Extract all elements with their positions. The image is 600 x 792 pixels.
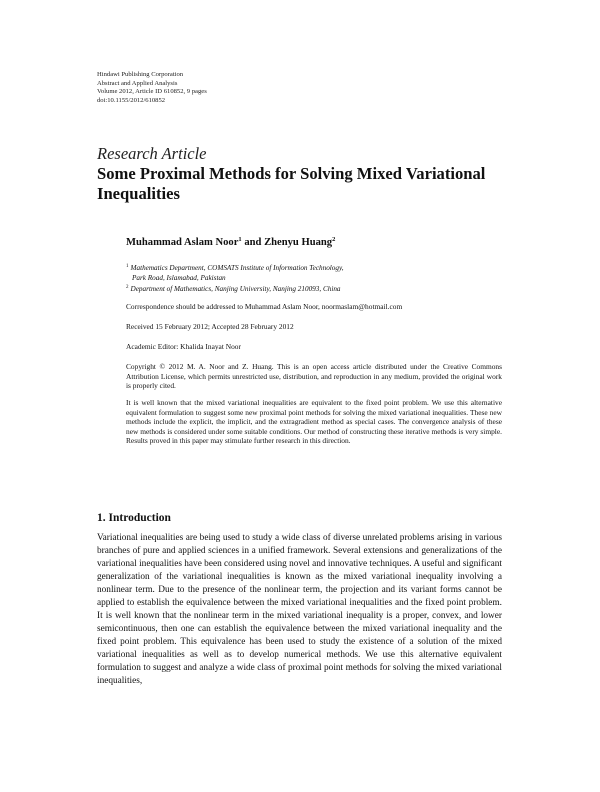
author-affiliation-mark: 1	[238, 236, 242, 243]
paper-title: Some Proximal Methods for Solving Mixed Variational Inequalities	[97, 164, 486, 203]
received-accepted-dates: Received 15 February 2012; Accepted 28 February 2012	[126, 322, 294, 331]
affiliation-line: Mathematics Department, COMSATS Institute of Information Technology,	[130, 264, 344, 272]
affiliation-line: Park Road, Islamabad, Pakistan	[132, 273, 226, 282]
journal-name: Abstract and Applied Analysis	[97, 79, 178, 87]
correspondence: Correspondence should be addressed to Muhammad Aslam Noor, noormaslam@hotmail.com	[126, 302, 403, 311]
affiliation-line: Department of Mathematics, Nanjing University, Nanjing 210093, China	[130, 285, 341, 294]
affiliations	[126, 262, 344, 295]
author-affiliation-mark: 2	[332, 236, 336, 243]
volume-info: Volume 2012, Article ID 610852, 9 pages	[97, 88, 207, 96]
copyright-notice: Copyright © 2012 M. A. Noor and Z. Huang. This is an open access article distributed under the Creative Commons Attribution License, which permits unrestricted use, distribution, and reproduction in any medium, provided the original work is properly cited.	[126, 362, 502, 391]
section-heading: 1. Introduction	[97, 512, 171, 524]
affiliation	[126, 262, 344, 274]
article-type: Research Article	[97, 144, 207, 163]
affiliation-number: 2	[126, 285, 129, 291]
doi: doi:10.1155/2012/610852	[97, 96, 166, 104]
section-body: Variational inequalities are being used to study a wide class of diverse unrelated problems arising in various branches of pure and applied sciences in a unified framework. Several extensions and generalizations of the variational inequalities have been considered using novel and innovative techniques. A useful and significant generalization of the variational inequalities is known as the mixed variational inequality involving a nonlinear term. Due to the presence of the nonlinear term, the projection and its variant forms cannot be applied to establish the equivalence between the mixed variational inequalities and the fixed point problem. It is well known that the nonlinear term in the mixed variational inequality is a proper, convex, and lower semicontinuous, then one can establish the equivalence between the mixed variational inequality and the fixed point problem. This equivalence has been used to study the existence of a solution of the mixed variational inequalities as well as to develop numerical methods. We use this alternative equivalent formulation to suggest and analyze a wide class of proximal point methods for solving the mixed variational inequalities,	[97, 533, 502, 686]
publisher-name: Hindawi Publishing Corporation	[97, 71, 184, 78]
author-list	[126, 236, 335, 248]
academic-editor: Academic Editor: Khalida Inayat Noor	[126, 342, 241, 351]
abstract: It is well known that the mixed variational inequalities are equivalent to the fixed point problem. We use this alternative equivalent formulation to suggest some new proximal point methods for solving the mixed variational inequalities. These new methods include the explicit, the implicit, and the extragradient method as special cases. The convergence analysis of these new methods is considered under some suitable conditions. Our method of constructing these iterative methods is very simple. Results proved in this paper may stimulate further research in this direction.	[126, 398, 502, 446]
author-name: Muhammad Aslam Noor	[126, 237, 239, 248]
journal-header	[97, 71, 207, 105]
affiliation	[126, 283, 344, 295]
author-conjunction: and	[241, 237, 265, 248]
author-name: Zhenyu Huang	[264, 237, 333, 248]
affiliation-number: 1	[126, 264, 129, 269]
